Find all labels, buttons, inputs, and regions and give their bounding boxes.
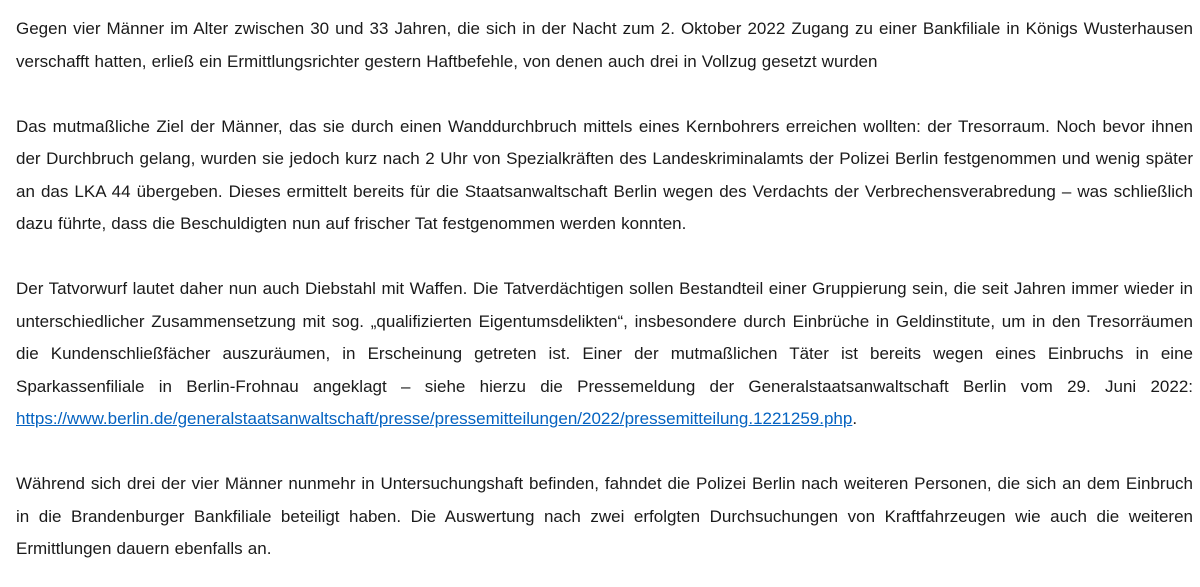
paragraph-spacer bbox=[16, 241, 1193, 274]
paragraph-vault-target: Das mutmaßliche Ziel der Männer, das sie durch einen Wanddurchbruch mittels eines Kernbohrers erreichen wollten: der Tresorraum. Noch bevor ihnen der Durchbruch gelang, wurden sie jedoch kurz nach 2 Uhr von Spezialkräften des Landeskriminalamts der Polizei Berlin festgenommen und wenig später an das LKA 44 übergeben. Dieses ermittelt bereits für die Staatsanwaltschaft Berlin wegen des Verdachts der Verbrechensverabredung – was schließlich dazu führte, dass die Beschuldigten nun auf frischer Tat festgenommen werden konnten. bbox=[16, 116, 1193, 233]
charges-text: Der Tatvorwurf lautet daher nun auch Diebstahl mit Waffen. Die Tatverdächtigen sollen Bestandteil einer Gruppierung sein, die seit Jahren immer wieder in unterschiedlicher Zusammensetzung mit sog. „qualifizierten Eigentumsdelikten“, insbesondere durch Einbrüche in Geldinstitute, um in den Tresorräumen die Kundenschließfächer auszuräumen, in Erscheinung getreten ist. Einer der mutmaßlichen Täter ist bereits wegen eines Einbruchs in eine Sparkassenfiliale in Berlin-Frohnau angeklagt – siehe hierzu die Pressemeldung der Generalstaatsanwaltschaft Berlin vom 29. Juni 2022: bbox=[16, 279, 1193, 396]
paragraph-charges bbox=[16, 273, 1193, 436]
link-trailing-punctuation: . bbox=[852, 409, 858, 428]
paragraph-investigation-status: Während sich drei der vier Männer nunmehr in Untersuchungshaft befinden, fahndet die Polizei Berlin nach weiteren Personen, die sich an dem Einbruch in die Brandenburger Bankfiliale beteiligt haben. Die Auswertung nach zwei erfolgten Durchsuchungen von Kraftfahrzeugen wie auch die weiteren Ermittlungen dauern ebenfalls an. bbox=[16, 474, 1193, 558]
paragraph-arrest-warrants: Gegen vier Männer im Alter zwischen 30 und 33 Jahren, die sich in der Nacht zum 2. Oktober 2022 Zugang zu einer Bankfiliale in Königs Wusterhausen verschafft hatten, erließ ein Ermittlungsrichter gestern Haftbefehle, von denen auch drei in Vollzug gesetzt wurden bbox=[16, 19, 1193, 71]
paragraph-spacer bbox=[16, 436, 1193, 469]
press-release-link[interactable]: https://www.berlin.de/generalstaatsanwaltschaft/presse/pressemitteilungen/2022/pressemitteilung.1221259.php bbox=[16, 409, 853, 428]
paragraph-spacer bbox=[16, 78, 1193, 111]
